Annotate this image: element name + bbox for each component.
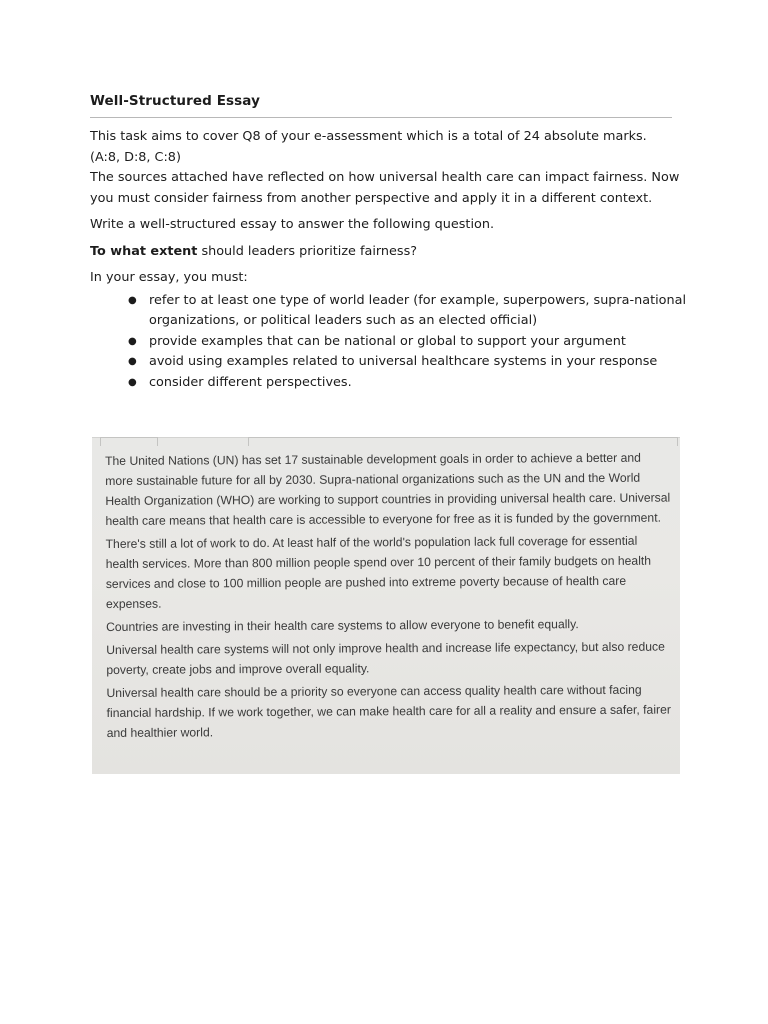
question-rest: should leaders prioritize fairness?	[197, 243, 418, 259]
must-intro: In your essay, you must:	[90, 270, 248, 285]
list-item	[128, 352, 690, 373]
page-title: Well-Structured Essay	[90, 93, 260, 109]
bullet-icon: ●	[128, 356, 137, 367]
bullet-icon: ●	[128, 335, 137, 347]
title-divider	[90, 117, 672, 118]
source-paragraph: Universal health care should be a priority so everyone can access quality health care without facing financial hardship. If we work together, we can make health care for all a reality and ensure a safer, fairer and healthier world.	[106, 682, 671, 740]
bullet-icon: ●	[128, 376, 137, 388]
intro-line-1: This task aims to cover Q8 of your e-assessment which is a total of 24 absolute marks.	[90, 129, 647, 144]
list-item	[128, 291, 690, 332]
essay-question	[90, 242, 690, 263]
source-paragraph: Universal health care systems will not only improve health and increase life expectancy, but also reduce poverty, create jobs and improve overall equality.	[106, 639, 665, 677]
task-content	[90, 127, 690, 393]
list-item	[128, 332, 690, 353]
requirements-list	[90, 291, 690, 394]
requirement-text: refer to at least one type of world leader (for example, superpowers, supra-national organizations, or political leaders such as an elected official)	[149, 292, 687, 328]
requirement-text: avoid using examples related to universal healthcare systems in your response	[149, 354, 658, 369]
source-text	[105, 448, 673, 746]
tab-edge	[100, 437, 158, 446]
source-screenshot	[92, 437, 680, 774]
list-item	[128, 373, 690, 394]
instruction-text: Write a well-structured essay to answer the following question.	[90, 217, 495, 232]
bullet-icon: ●	[128, 294, 137, 306]
requirement-text: provide examples that can be national or global to support your argument	[149, 333, 626, 349]
question-emphasis: To what extent	[90, 243, 198, 259]
requirement-text: consider different perspectives.	[149, 374, 352, 390]
tab-edge	[248, 437, 678, 446]
intro-line-2: (A:8, D:8, C:8)	[90, 149, 181, 165]
sources-note: The sources attached have reflected on how universal health care can impact fairness. Now you must consider fairness from another perspective and apply it in a different context.	[90, 170, 680, 206]
source-paragraph: The United Nations (UN) has set 17 sustainable development goals in order to achieve a better and more sustainable future for all by 2030. Supra-national organizations such as the UN and the World Health Organization (WHO) are working to support countries in providing universal health care. Universal health care means that health care is accessible to everyone for free as it is funded by the government.	[105, 450, 671, 528]
source-paragraph: Countries are investing in their health care systems to allow everyone to benefit equally.	[106, 617, 579, 634]
source-paragraph: There's still a lot of work to do. At least half of the world's population lack full coverage for essential health services. More than 800 million people spend over 10 percent of their family budgets on health services and close to 100 million people are pushed into extreme poverty because of health care expenses.	[105, 533, 652, 611]
